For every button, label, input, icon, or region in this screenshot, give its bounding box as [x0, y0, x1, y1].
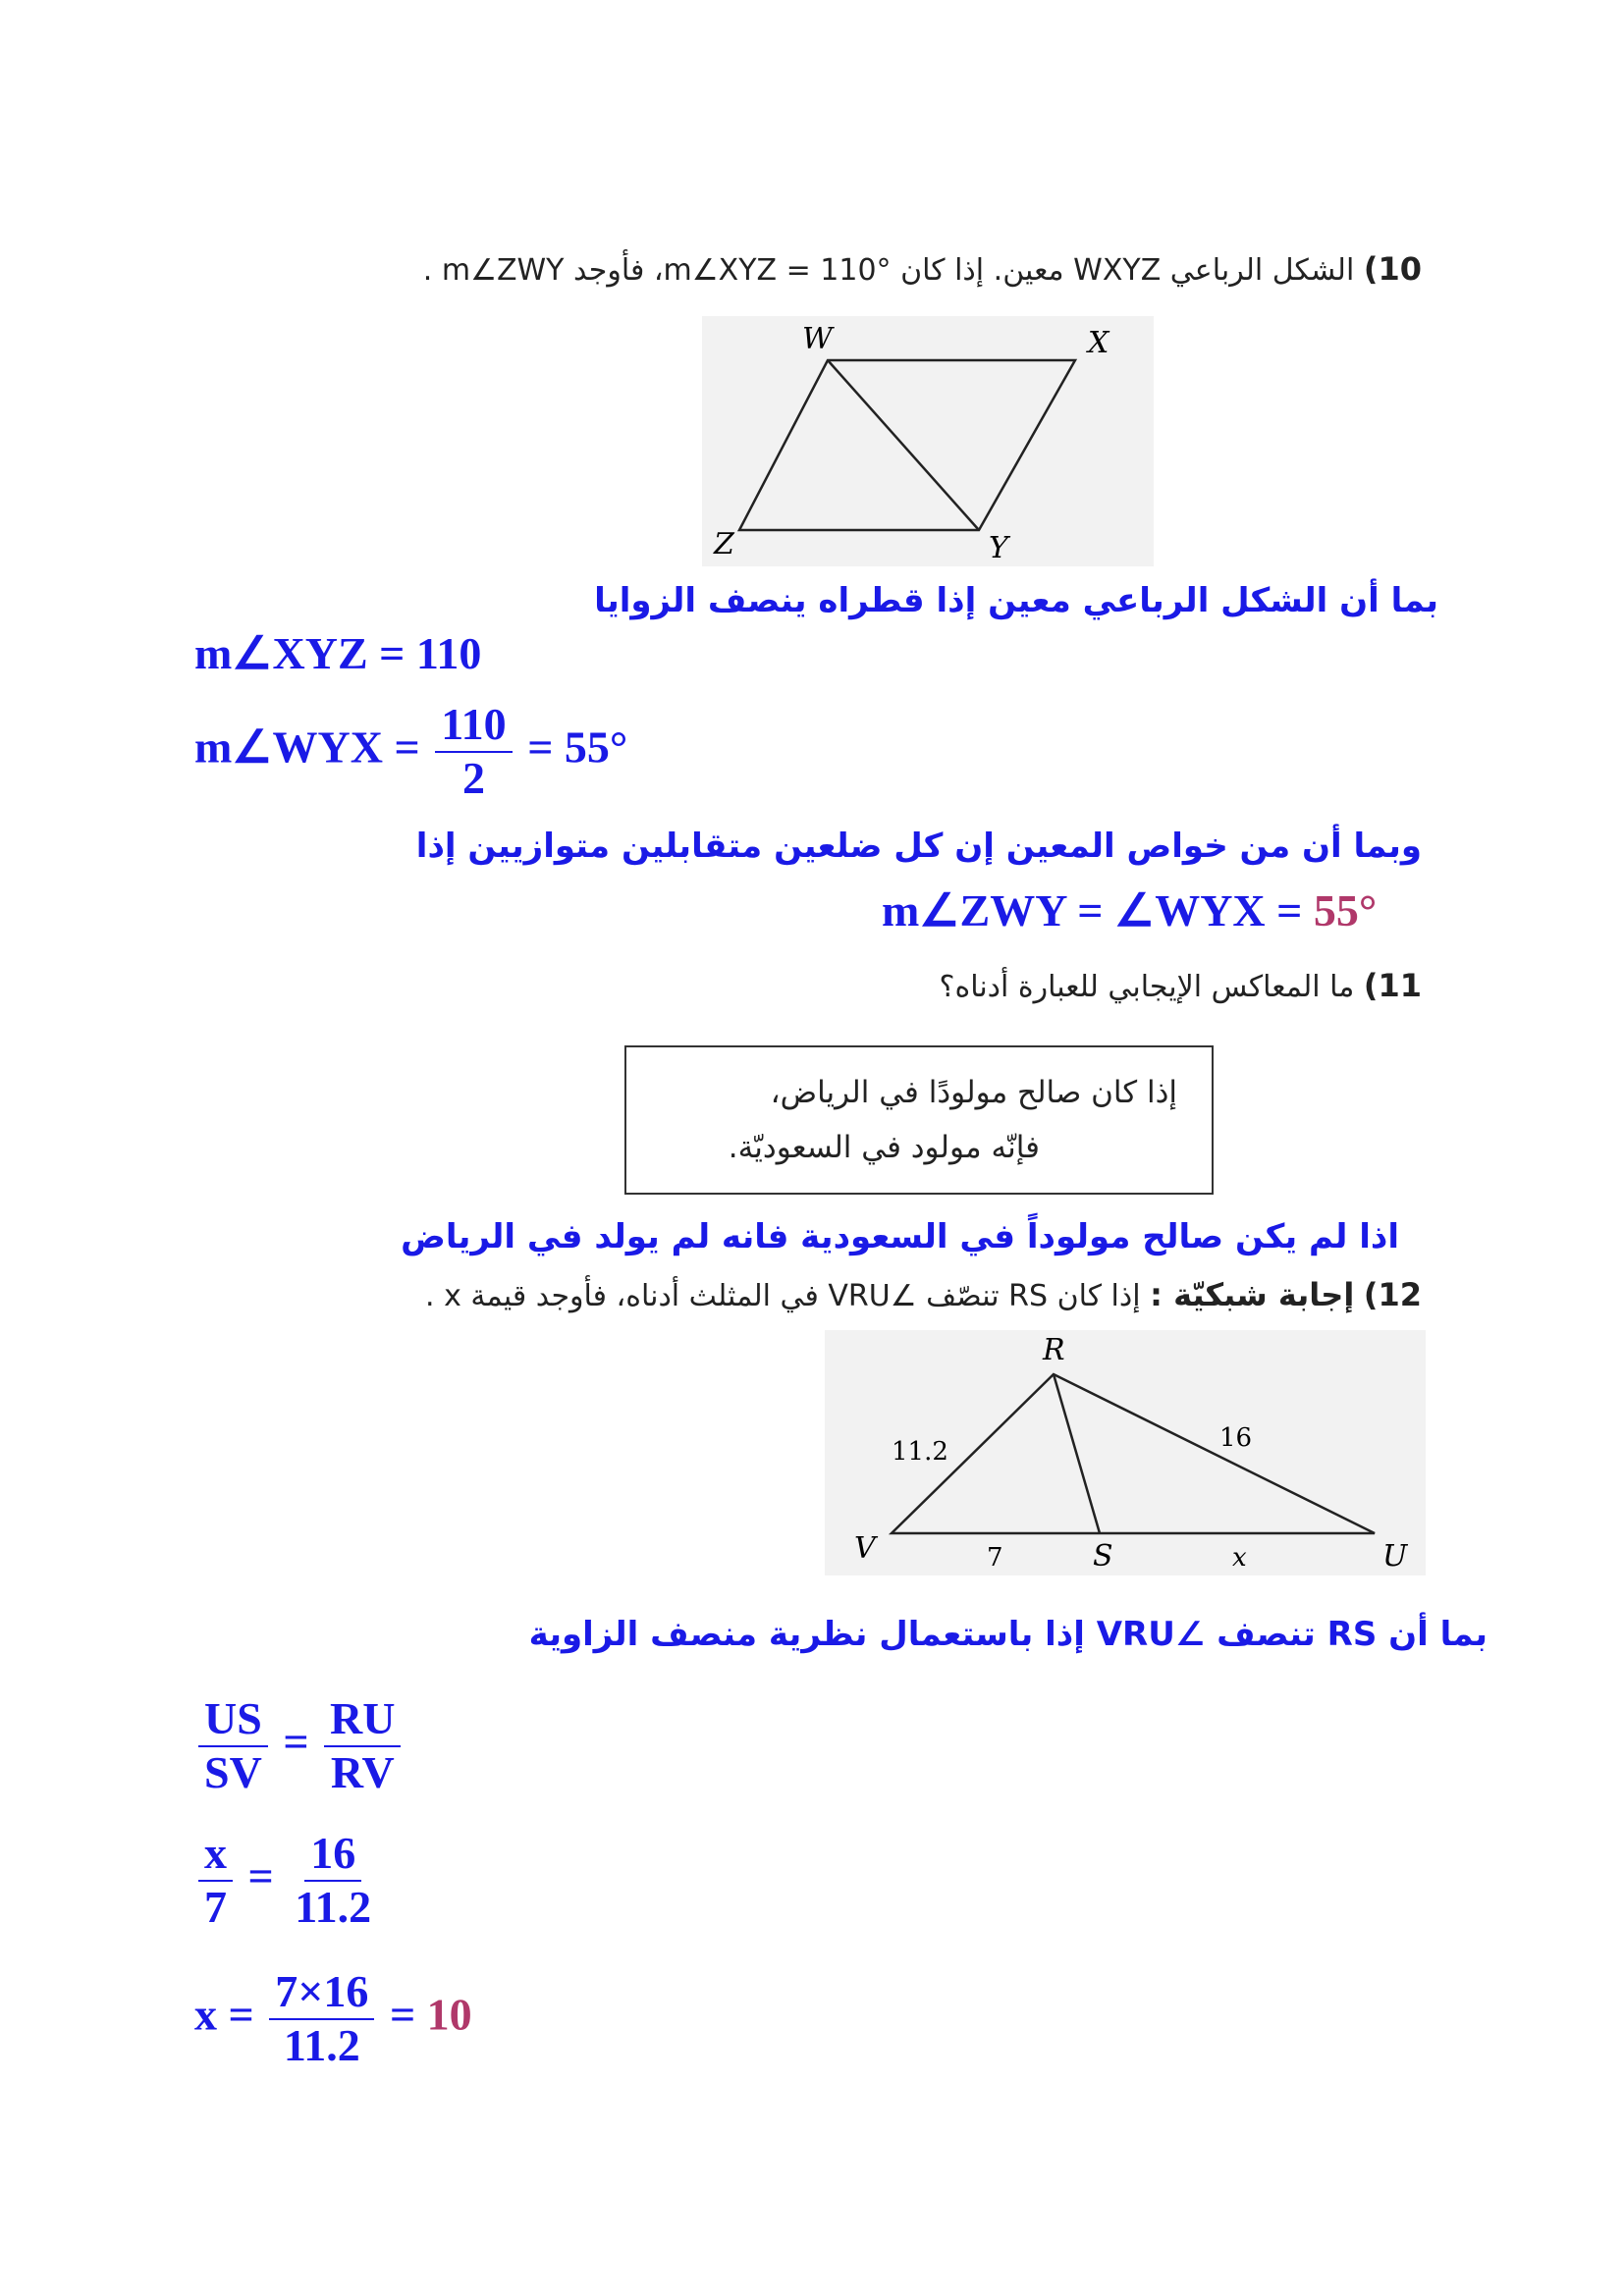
- q12-text: إذا كان RS تنصّف ∠VRU في المثلث أدناه، فأوجد قيمة x .: [425, 1279, 1141, 1313]
- q11-box-line1: إذا كان صالح مولودًا في الرياض،: [770, 1075, 1177, 1110]
- fraction-numerator: 7×16: [269, 1966, 374, 2020]
- fraction-us-sv: [198, 1693, 268, 1799]
- q11-answer-clip: [401, 1217, 1399, 1256]
- q10-reason2: وبما أن من خواص المعين إن كل ضلعين متقابلين متوازيين إذا: [415, 827, 1422, 866]
- q12-header: [425, 1276, 1422, 1313]
- q12-number: 12): [1363, 1276, 1422, 1313]
- q12-solve-x: [194, 1966, 472, 2072]
- side-vs-length: 7: [987, 1543, 1003, 1573]
- fraction-denominator: 7: [204, 1881, 227, 1932]
- triangle-diagram: [825, 1330, 1426, 1575]
- rhombus-figure: [702, 316, 1154, 566]
- fraction-16-11-2: [289, 1828, 377, 1934]
- q10-text: الشكل الرباعي WXYZ معين. إذا كان m∠XYZ = 110°، فأوجد m∠ZWY .: [422, 253, 1355, 288]
- fraction-denominator: 11.2: [283, 2019, 360, 2070]
- fraction-x-7: [198, 1828, 233, 1934]
- equals-sign: =: [283, 1716, 309, 1767]
- q11-text: ما المعاكس الإيجابي للعبارة أدناه؟: [939, 970, 1355, 1004]
- label-r: R: [1043, 1333, 1065, 1367]
- q10-line2-rhs: = 55°: [527, 721, 628, 773]
- q11-box-line2: فإنّه مولود في السعوديّة.: [728, 1130, 1040, 1165]
- fraction-numerator: US: [198, 1693, 268, 1747]
- fraction-numerator: RU: [324, 1693, 401, 1747]
- x-equals: x =: [194, 1989, 254, 2040]
- fraction-numerator: 110: [435, 699, 512, 753]
- rhombus-diagonal-wy: [828, 360, 979, 530]
- q10-line3: [882, 883, 1377, 936]
- label-u: U: [1382, 1539, 1408, 1574]
- fraction-numerator: x: [198, 1828, 233, 1882]
- rhombus-diagram: [702, 316, 1154, 566]
- side-vr-length: 11.2: [892, 1437, 948, 1467]
- q10-line3-lhs: m∠ZWY = ∠WYX =: [882, 885, 1303, 935]
- q10-line2: [194, 699, 627, 805]
- q10-line1: m∠XYZ = 110: [194, 628, 482, 678]
- q12-label: إجابة شبكيّة :: [1150, 1276, 1355, 1313]
- fraction-denominator: 2: [461, 752, 485, 803]
- q10-header: [423, 250, 1422, 288]
- rhombus-shape: [739, 360, 1075, 530]
- side-su-length: x: [1232, 1543, 1247, 1573]
- label-v: V: [854, 1531, 876, 1566]
- q12-proportion-general: [194, 1693, 405, 1799]
- bisector-rs: [1054, 1374, 1100, 1533]
- equals-sign: =: [247, 1850, 274, 1901]
- q11-statement-box: [624, 1045, 1214, 1195]
- side-ru-length: 16: [1219, 1423, 1253, 1453]
- label-w: W: [802, 322, 833, 356]
- label-y: Y: [989, 531, 1008, 565]
- q10-number: 10): [1363, 250, 1422, 288]
- fraction-numerator: 16: [304, 1828, 361, 1882]
- q10-reason1: بما أن الشكل الرباعي معين إذا قطراه ينصف الزوايا: [594, 581, 1438, 620]
- q11-number: 11): [1363, 967, 1422, 1004]
- q12-answer: 10: [426, 1989, 472, 2040]
- fraction-denominator: 11.2: [295, 1881, 372, 1932]
- triangle-shape: [892, 1374, 1375, 1533]
- q11-answer: اذا لم يكن صالح مولوداً في السعودية فانه لم يولد في الرياض: [401, 1217, 1399, 1256]
- q10-answer: 55°: [1313, 885, 1378, 935]
- fraction-7x16-11-2: [269, 1966, 374, 2072]
- label-z: Z: [714, 527, 734, 561]
- fraction-ru-rv: [324, 1693, 401, 1799]
- triangle-figure: [825, 1330, 1426, 1575]
- q10-line2-fraction: [435, 699, 512, 805]
- label-s: S: [1093, 1539, 1113, 1574]
- q12-reason: بما أن RS تنصف ∠VRU إذا باستعمال نظرية منصف الزاوية: [528, 1615, 1488, 1654]
- q11-header: [940, 967, 1422, 1004]
- label-x: X: [1088, 326, 1109, 360]
- equals-sign: =: [389, 1989, 416, 2040]
- fraction-denominator: RV: [330, 1746, 395, 1797]
- q12-proportion-values: [194, 1828, 381, 1934]
- fraction-denominator: SV: [204, 1746, 262, 1797]
- q10-line2-lhs: m∠WYX =: [194, 721, 420, 773]
